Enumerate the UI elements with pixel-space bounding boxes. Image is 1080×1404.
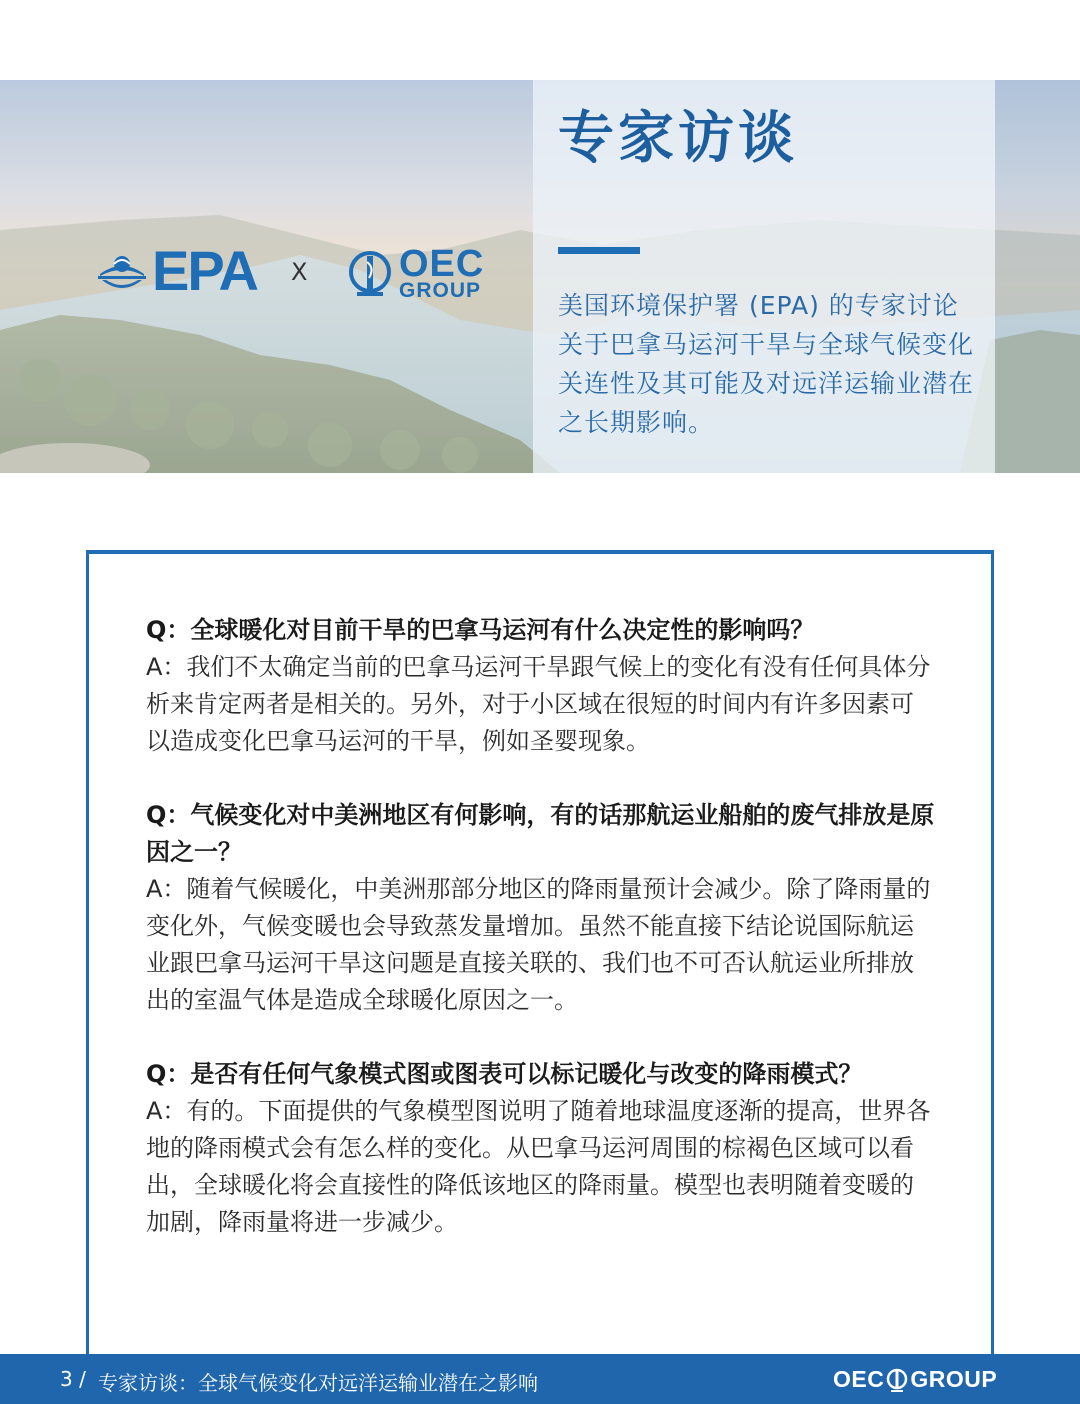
hero-right-strip	[995, 80, 1080, 473]
question-1: Q：全球暖化对目前干旱的巴拿马运河有什么决定性的影响吗？	[146, 616, 815, 644]
oec-logo-subtext: GROUP	[399, 279, 482, 302]
logo-separator: X	[291, 258, 308, 286]
oec-logo-text: OEC	[399, 243, 485, 285]
qa-item	[146, 797, 936, 1019]
page-title: 专家访谈	[558, 106, 798, 171]
question-2: Q：气候变化对中美洲地区有何影响，有的话那航运业船舶的废气排放是原因之一？	[146, 801, 935, 866]
oec-group-logo	[347, 243, 485, 302]
intro-description: 美国环境保护署 (EPA) 的专家讨论关于巴拿马运河干旱与全球气候变化关连性及其可能及对远洋运输业潜在之长期影响。	[558, 291, 975, 437]
question-3: Q：是否有任何气象模式图或图表可以标记暖化与改变的降雨模式？	[146, 1060, 863, 1088]
epa-logo	[96, 239, 257, 302]
answer-3: A：有的。下面提供的气象模型图说明了随着地球温度逐渐的提高，世界各地的降雨模式会有怎么样的变化。从巴拿马运河周围的棕褐色区域可以看出，全球暖化将会直接性的降低该地区的降雨量。模型也表明随着变暖的加剧，降雨量将进一步减少。	[146, 1097, 931, 1236]
qa-item	[146, 612, 936, 760]
page-number: 3 /	[60, 1367, 86, 1391]
footer-globe-icon	[886, 1367, 908, 1393]
footer-logo-left: OEC	[833, 1366, 885, 1392]
qa-item	[146, 1056, 936, 1241]
footer-bar	[0, 1354, 1080, 1404]
footer-title: 专家访谈：全球气候变化对远洋运输业潜在之影响	[98, 1371, 538, 1395]
title-underline	[558, 247, 640, 254]
epa-logo-text: EPA	[152, 239, 257, 302]
oec-globe-icon	[347, 248, 393, 300]
footer-logo-right: GROUP	[910, 1366, 998, 1392]
answer-2: A：随着气候暖化，中美洲那部分地区的降雨量预计会减少。除了降雨量的变化外，气候变暖也会导致蒸发量增加。虽然不能直接下结论说国际航运业跟巴拿马运河干旱这问题是直接关联的、我们也不可否认航运业所排放出的室温气体是造成全球暖化原因之一。	[146, 875, 931, 1014]
footer-oec-logo	[833, 1366, 997, 1393]
epa-flower-icon	[96, 246, 148, 296]
qa-list	[146, 612, 936, 1278]
answer-1: A：我们不太确定当前的巴拿马运河干旱跟气候上的变化有没有任何具体分析来肯定两者是相关的。另外，对于小区域在很短的时间内有许多因素可以造成变化巴拿马运河的干旱，例如圣婴现象。	[146, 653, 931, 755]
